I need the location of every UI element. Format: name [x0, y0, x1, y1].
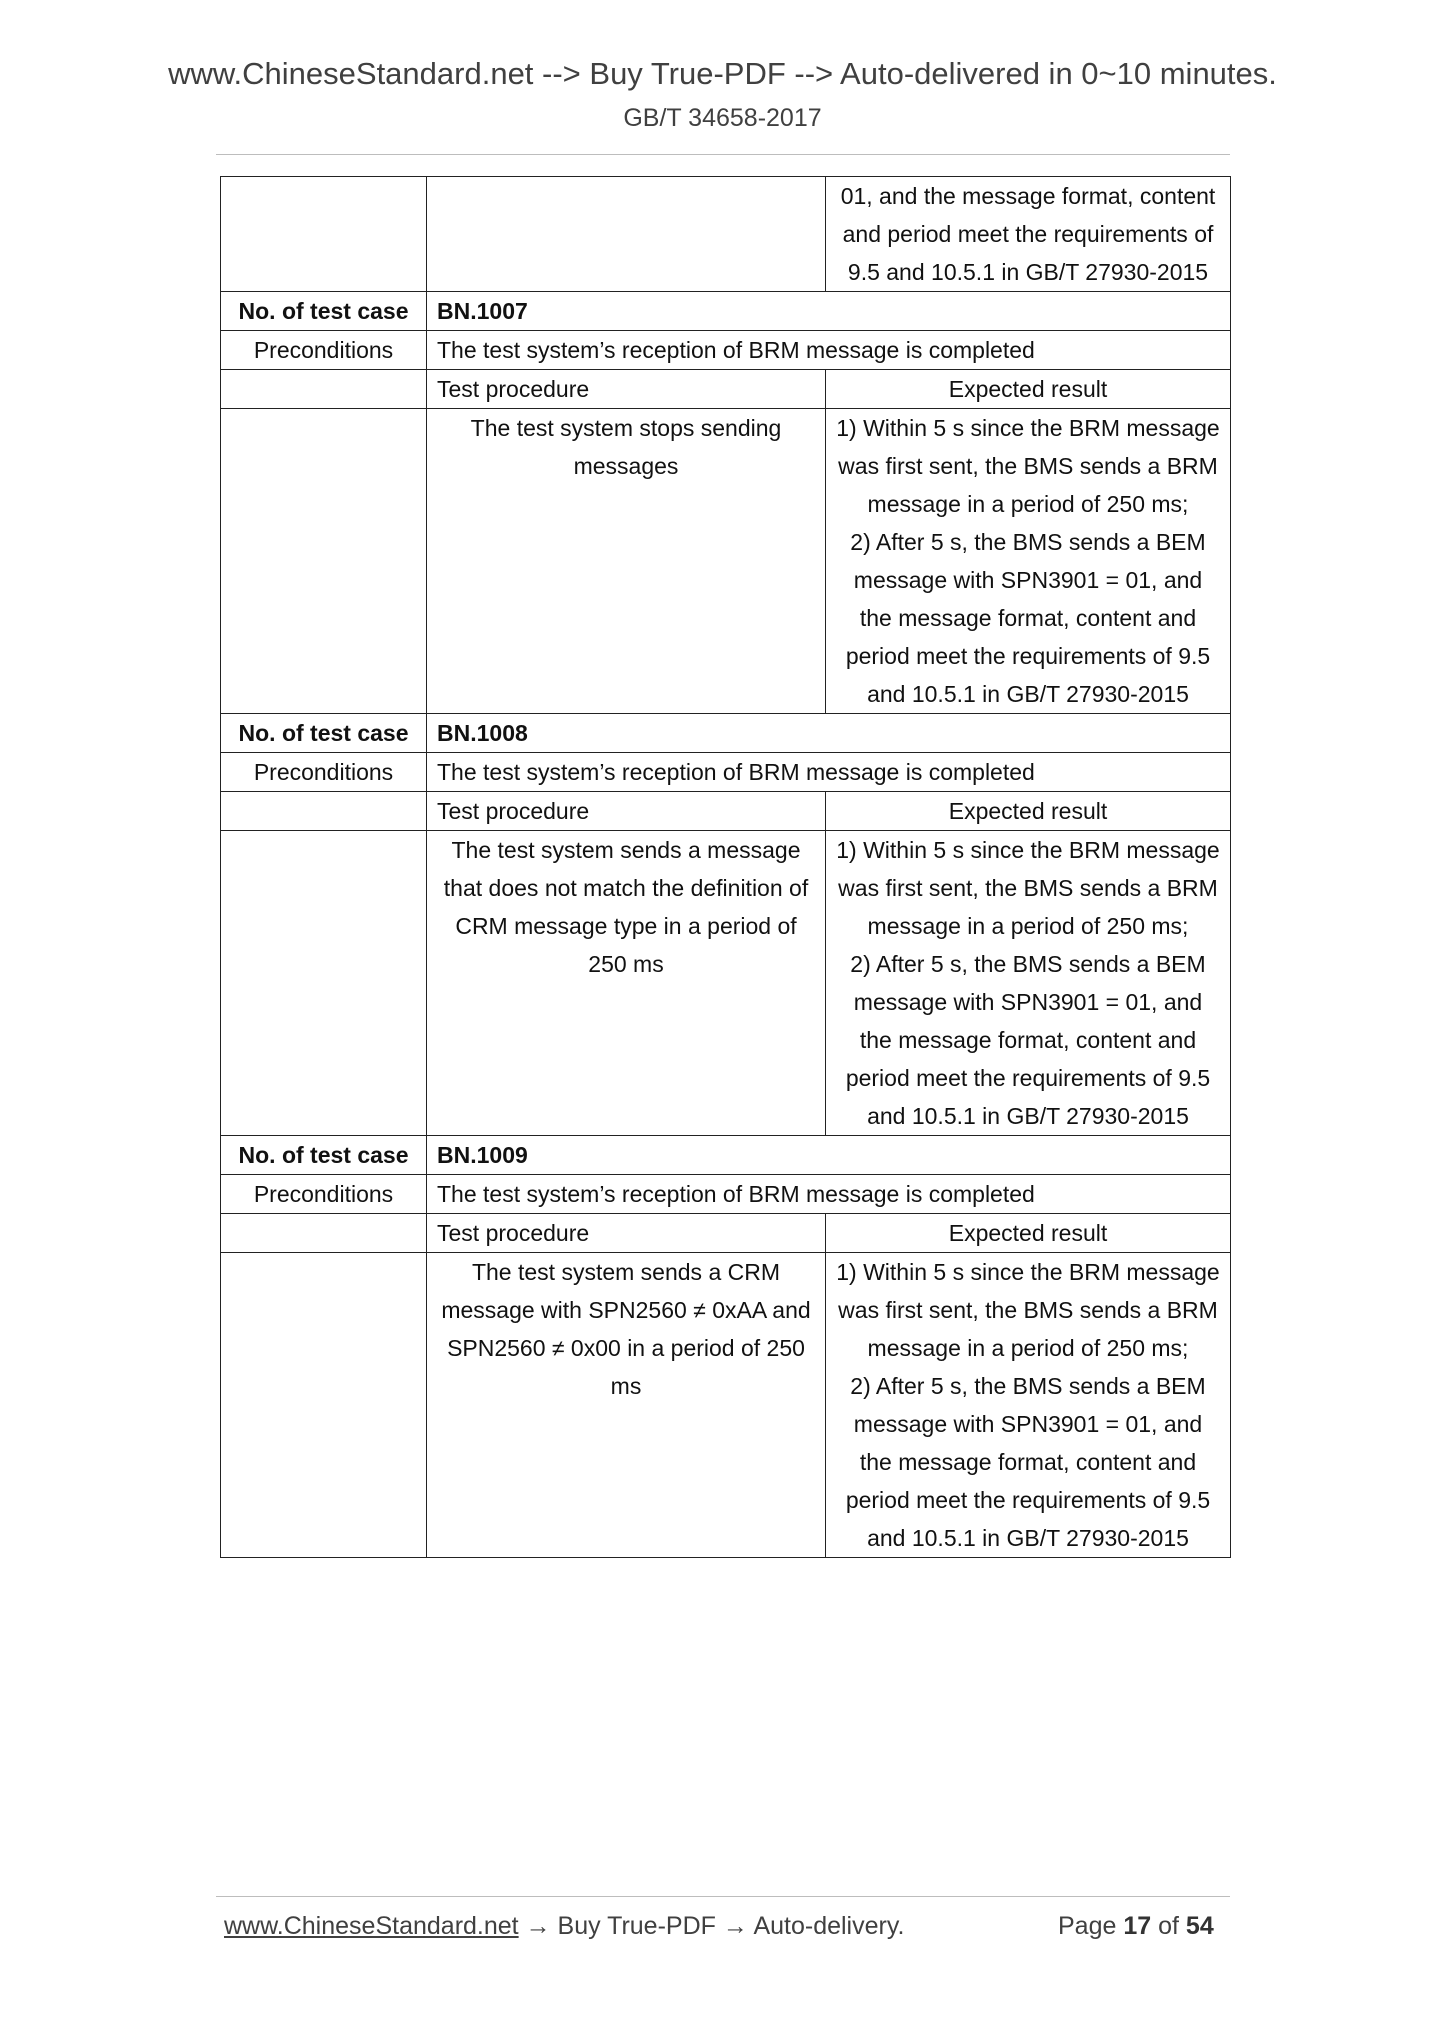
procedure-text: The test system sends a CRM message with SPN2560 ≠ 0xAA and SPN2560 ≠ 0x00 in a period of 250 ms	[427, 1253, 826, 1558]
test-procedure-header: Test procedure	[427, 792, 826, 831]
empty-cell	[221, 1214, 427, 1253]
arrow-right-icon: →	[722, 1912, 748, 1940]
empty-cell	[221, 1253, 427, 1558]
table-row	[221, 1136, 1231, 1175]
expected-result-header: Expected result	[826, 792, 1231, 831]
footer-promo	[224, 1912, 904, 1941]
test-case-table	[220, 176, 1231, 1558]
standard-number: GB/T 34658-2017	[623, 104, 822, 132]
footer-delivery-text: Auto-delivery.	[753, 1912, 905, 1940]
preconditions-label: Preconditions	[221, 331, 427, 370]
empty-cell	[221, 370, 427, 409]
expected-result-text: 1) Within 5 s since the BRM message was first sent, the BMS sends a BRM message in a period of 250 ms; 2) After 5 s, the BMS sends a BEM message with SPN3901 = 01, and the message format, content and period meet the requirements of 9.5 and 10.5.1 in GB/T 27930-2015	[826, 831, 1231, 1136]
table-row	[221, 831, 1231, 1136]
expected-result-continuation: 01, and the message format, content and period meet the requirements of 9.5 and 10.5.1 in GB/T 27930-2015	[826, 177, 1231, 292]
case-number-label: No. of test case	[221, 292, 427, 331]
preconditions-label: Preconditions	[221, 753, 427, 792]
table-row	[221, 792, 1231, 831]
empty-cell	[221, 792, 427, 831]
table-row	[221, 292, 1231, 331]
case-id: BN.1007	[427, 292, 1231, 331]
case-number-label: No. of test case	[221, 714, 427, 753]
empty-cell	[221, 177, 427, 292]
footer-site-link[interactable]: www.ChineseStandard.net	[224, 1912, 519, 1940]
case-id: BN.1008	[427, 714, 1231, 753]
table-row	[221, 331, 1231, 370]
header-banner: www.ChineseStandard.net --> Buy True-PDF --> Auto-delivered in 0~10 minutes.	[168, 56, 1277, 91]
case-id: BN.1009	[427, 1136, 1231, 1175]
page-word: Page	[1058, 1912, 1117, 1940]
case-number-label: No. of test case	[221, 1136, 427, 1175]
empty-cell	[221, 409, 427, 714]
table-row	[221, 409, 1231, 714]
empty-cell	[427, 177, 826, 292]
precondition-text: The test system’s reception of BRM message is completed	[427, 1175, 1231, 1214]
expected-result-header: Expected result	[826, 1214, 1231, 1253]
expected-result-text: 1) Within 5 s since the BRM message was first sent, the BMS sends a BRM message in a period of 250 ms; 2) After 5 s, the BMS sends a BEM message with SPN3901 = 01, and the message format, content and period meet the requirements of 9.5 and 10.5.1 in GB/T 27930-2015	[826, 409, 1231, 714]
table-row	[221, 177, 1231, 292]
footer-buy-text: Buy True-PDF	[557, 1912, 716, 1940]
table-row	[221, 1253, 1231, 1558]
header-divider	[216, 154, 1230, 155]
test-procedure-header: Test procedure	[427, 1214, 826, 1253]
table-row	[221, 1175, 1231, 1214]
page-total: 54	[1185, 1912, 1214, 1940]
procedure-text: The test system sends a message that does not match the definition of CRM message type in a period of 250 ms	[427, 831, 826, 1136]
preconditions-label: Preconditions	[221, 1175, 427, 1214]
expected-result-text: 1) Within 5 s since the BRM message was first sent, the BMS sends a BRM message in a period of 250 ms; 2) After 5 s, the BMS sends a BEM message with SPN3901 = 01, and the message format, content and period meet the requirements of 9.5 and 10.5.1 in GB/T 27930-2015	[826, 1253, 1231, 1558]
footer-divider	[216, 1896, 1230, 1897]
table-row	[221, 753, 1231, 792]
precondition-text: The test system’s reception of BRM message is completed	[427, 753, 1231, 792]
table-row	[221, 1214, 1231, 1253]
expected-result-header: Expected result	[826, 370, 1231, 409]
table-row	[221, 370, 1231, 409]
page-indicator	[1058, 1912, 1214, 1941]
table-row	[221, 714, 1231, 753]
page-current: 17	[1123, 1912, 1152, 1940]
procedure-text: The test system stops sending messages	[427, 409, 826, 714]
arrow-right-icon: →	[525, 1912, 551, 1940]
empty-cell	[221, 831, 427, 1136]
test-procedure-header: Test procedure	[427, 370, 826, 409]
precondition-text: The test system’s reception of BRM message is completed	[427, 331, 1231, 370]
page-of: of	[1158, 1912, 1179, 1940]
